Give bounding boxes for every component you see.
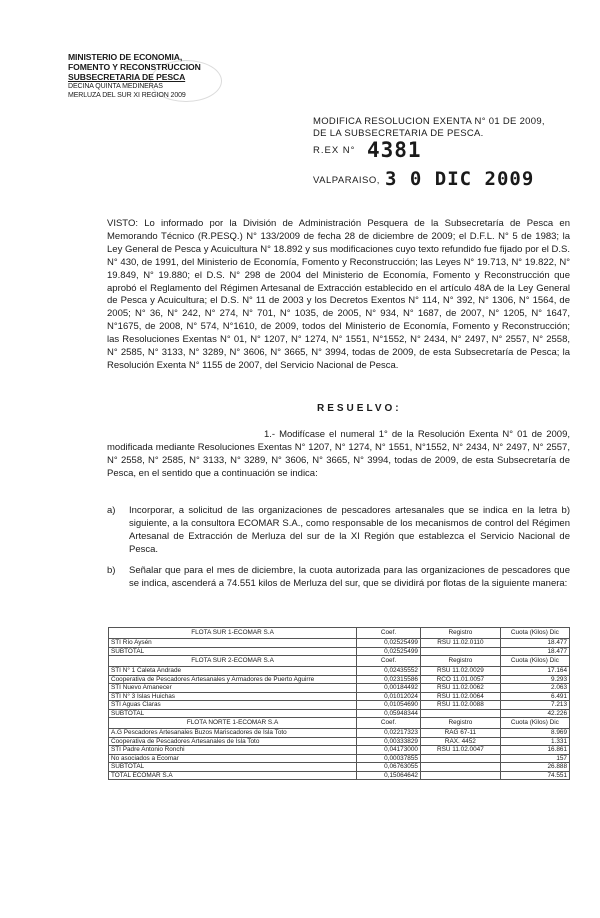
row-coef: 0,02217323 [357, 729, 421, 738]
row-org: STI N° 3 Islas Huichas [109, 692, 357, 701]
col-registro-header: Registro [420, 718, 500, 729]
row-coef: 0,02525499 [357, 639, 421, 648]
row-coef: 0,04173000 [357, 746, 421, 755]
item-b-label: b) [107, 565, 116, 576]
row-registro [420, 763, 500, 772]
rex-number: 4381 [367, 138, 422, 162]
col-cuota-header: Cuota (Kilos) Dic [500, 718, 569, 729]
row-org: SUBTOTAL [109, 647, 357, 656]
article-1 [107, 429, 570, 481]
item-a-text: Incorporar, a solicitud de las organizaciones de pescadores artesanales que se indica en la letra b) siguiente, a la consultora ECOMAR S.A., como responsable de los mecanismos de control del Régimen Artesanal de Extracción de Merluza del sur de la XI Región que establezca el Servicio Nacional de Pesca. [129, 505, 570, 555]
resuelvo-heading: RESUELVO: [317, 403, 402, 414]
visto-paragraph: VISTO: Lo informado por la División de Administración Pesquera de la Subsecretaría de Pesca en Memorando Técnico (R.PESQ.) N° 133/2009 de fecha 28 de diciembre de 2009; el D.F.L. N° 5 de 1983; la Ley General de Pesca y Acuicultura N° 18.892 y sus modificaciones cuyo texto refundido fue fijado por el D.S. N° 430, de 1991, del Ministerio de Economía, Fomento y Reconstrucción; las Leyes N° 19.713, N° 19.822, N° 19.849, N° 19.880; el D.S. N° 298 de 2004 del Ministerio de Economía, Fomento y Reconstrucción que aprobó el Reglamento del Régimen Artesanal de Extracción establecido en el artículo 48A de la Ley General de Pesca y Acuicultura; el D.S. N° 11 de 2003 y los Decretos Exentos N° 114, N° 392, N° 1306, N° 1564, de 2005; N° 36, N° 242, N° 274, N° 701, N° 1035, de 2005, N° 934, N° 1687, de 2007, N° 1205, N° 1647, N°1675, de 2008, N° 574, N°1610, de 2009, todos del Ministerio de Economía, Fomento y Reconstrucción; las Resoluciones Exentas N° 01, N° 1207, N° 1274, N° 1551, N°1552, N° 2434, N° 2497, N° 2557, N° 2558, N° 2585, N° 3133, N° 3289, N° 3606, N° 3665, N° 3994, todas de 2009, de esta Subsecretaría de Pesca; la Resolución Exenta N° 1155 de 2007, del Servicio Nacional de Pesca. [107, 218, 570, 371]
ministry-line1: MINISTERIO DE ECONOMIA, [68, 52, 183, 62]
row-cuota: 7.213 [500, 701, 569, 710]
col-registro-header: Registro [420, 628, 500, 639]
row-registro: RSU 11.02.0029 [420, 667, 500, 676]
row-org: SUBTOTAL [109, 709, 357, 718]
decina-line: DECINA QUINTA MEDINERAS [68, 83, 163, 90]
table-row [109, 729, 570, 738]
table-row [109, 746, 570, 755]
table-row [109, 647, 570, 656]
row-org: STI N° 1 Caleta Andrade [109, 667, 357, 676]
quota-table [108, 627, 570, 780]
row-org: STI Aguas Claras [109, 701, 357, 710]
article-1-text: 1.- Modifícase el numeral 1° de la Resolución Exenta N° 01 de 2009, modificada mediante Resoluciones Exentas N° 1207, N° 1274, N° 1551, N°1552, N° 2434, N° 2497, N° 2557, N° 2558, N° 2585, N° 3133, N° 3289, N° 3606, N° 3665, N° 3994, todas de 2009, de esta Subsecretaría de Pesca, en el sentido que a continuación se indica: [107, 429, 570, 479]
row-registro: RCO 11.01.0057 [420, 675, 500, 684]
row-cuota: 6.491 [500, 692, 569, 701]
row-org: A.G Pescadores Artesanales Buzos Mariscadores de Isla Toto [109, 729, 357, 738]
section-title: FLOTA NORTE 1-ECOMAR S.A [109, 718, 357, 729]
row-org: No asociados a Ecomar [109, 754, 357, 763]
row-registro: RSU 11.02.0088 [420, 701, 500, 710]
table-row [109, 701, 570, 710]
section-title: FLOTA SUR 2-ECOMAR S.A [109, 656, 357, 667]
row-coef: 0,00333829 [357, 737, 421, 746]
col-cuota-header: Cuota (Kilos) Dic [500, 656, 569, 667]
subsecretaria: SUBSECRETARIA DE PESCA [68, 72, 186, 82]
row-registro: RSU 11.02.0047 [420, 746, 500, 755]
row-org: STI Nuevo Amanecer [109, 684, 357, 693]
row-cuota: 16.861 [500, 746, 569, 755]
row-registro: RSU 11.02.0062 [420, 684, 500, 693]
table-row [109, 684, 570, 693]
row-cuota: 18.477 [500, 647, 569, 656]
ministry-header [68, 52, 248, 100]
row-cuota: 157 [500, 754, 569, 763]
row-cuota: 9.293 [500, 675, 569, 684]
row-registro [420, 754, 500, 763]
table-section-header [109, 718, 570, 729]
row-coef: 0,15064642 [357, 771, 421, 780]
table-row [109, 771, 570, 780]
row-registro [420, 647, 500, 656]
row-org: Cooperativa de Pescadores Artesanales y Armadores de Puerto Aguirre [109, 675, 357, 684]
table-row [109, 639, 570, 648]
rex-label: R.EX N° [313, 145, 356, 156]
table-row [109, 763, 570, 772]
col-coef-header: Coef. [357, 718, 421, 729]
col-cuota-header: Cuota (Kilos) Dic [500, 628, 569, 639]
row-coef: 0,00184492 [357, 684, 421, 693]
row-cuota: 18.477 [500, 639, 569, 648]
resolution-title: MODIFICA RESOLUCION EXENTA N° 01 DE 2009, DE LA SUBSECRETARIA DE PESCA. [313, 116, 545, 139]
merluza-line: MERLUZA DEL SUR XI REGION 2009 [68, 92, 186, 99]
row-cuota: 17.164 [500, 667, 569, 676]
table-row [109, 754, 570, 763]
row-org: TOTAL ECOMAR S.A [109, 771, 357, 780]
row-registro [420, 709, 500, 718]
row-org: STI Río Aysén [109, 639, 357, 648]
place-label: VALPARAISO, [313, 175, 380, 186]
row-cuota: 42.226 [500, 709, 569, 718]
row-coef: 0,05948344 [357, 709, 421, 718]
table-row [109, 737, 570, 746]
item-b-text: Señalar que para el mes de diciembre, la cuota autorizada para las organizaciones de pescadores que se indica, ascenderá a 74.551 kilos de Merluza del sur, que se dividirá por flotas de la siguiente manera: [129, 565, 570, 589]
item-b [107, 565, 570, 591]
col-registro-header: Registro [420, 656, 500, 667]
row-coef: 0,01012024 [357, 692, 421, 701]
col-coef-header: Coef. [357, 628, 421, 639]
col-coef-header: Coef. [357, 656, 421, 667]
row-registro: RSU 11.02.0064 [420, 692, 500, 701]
table-section-header [109, 656, 570, 667]
row-cuota: 8.969 [500, 729, 569, 738]
row-coef: 0,00037855 [357, 754, 421, 763]
row-cuota: 74.551 [500, 771, 569, 780]
row-coef: 0,06763055 [357, 763, 421, 772]
ministry-line2: FOMENTO Y RECONSTRUCCION [68, 62, 201, 72]
row-org: Cooperativa de Pescadores Artesanales de Isla Toto [109, 737, 357, 746]
table-section-header [109, 628, 570, 639]
row-coef: 0,02315586 [357, 675, 421, 684]
table-row [109, 675, 570, 684]
table-row [109, 692, 570, 701]
row-org: STI Padre Antonio Ronchi [109, 746, 357, 755]
row-registro: RAG 67-11 [420, 729, 500, 738]
row-org: SUBTOTAL [109, 763, 357, 772]
section-title: FLOTA SUR 1-ECOMAR S.A [109, 628, 357, 639]
item-a [107, 505, 570, 557]
row-cuota: 1.331 [500, 737, 569, 746]
row-cuota: 26.888 [500, 763, 569, 772]
table-row [109, 709, 570, 718]
row-registro: RAX. 4452 [420, 737, 500, 746]
row-coef: 0,02525499 [357, 647, 421, 656]
resolution-date: 3 0 DIC 2009 [385, 168, 535, 190]
row-registro [420, 771, 500, 780]
table-row [109, 667, 570, 676]
row-coef: 0,01054690 [357, 701, 421, 710]
row-registro: RSU 11.02.0110 [420, 639, 500, 648]
row-coef: 0,02435552 [357, 667, 421, 676]
row-cuota: 2.063 [500, 684, 569, 693]
item-a-label: a) [107, 505, 116, 516]
